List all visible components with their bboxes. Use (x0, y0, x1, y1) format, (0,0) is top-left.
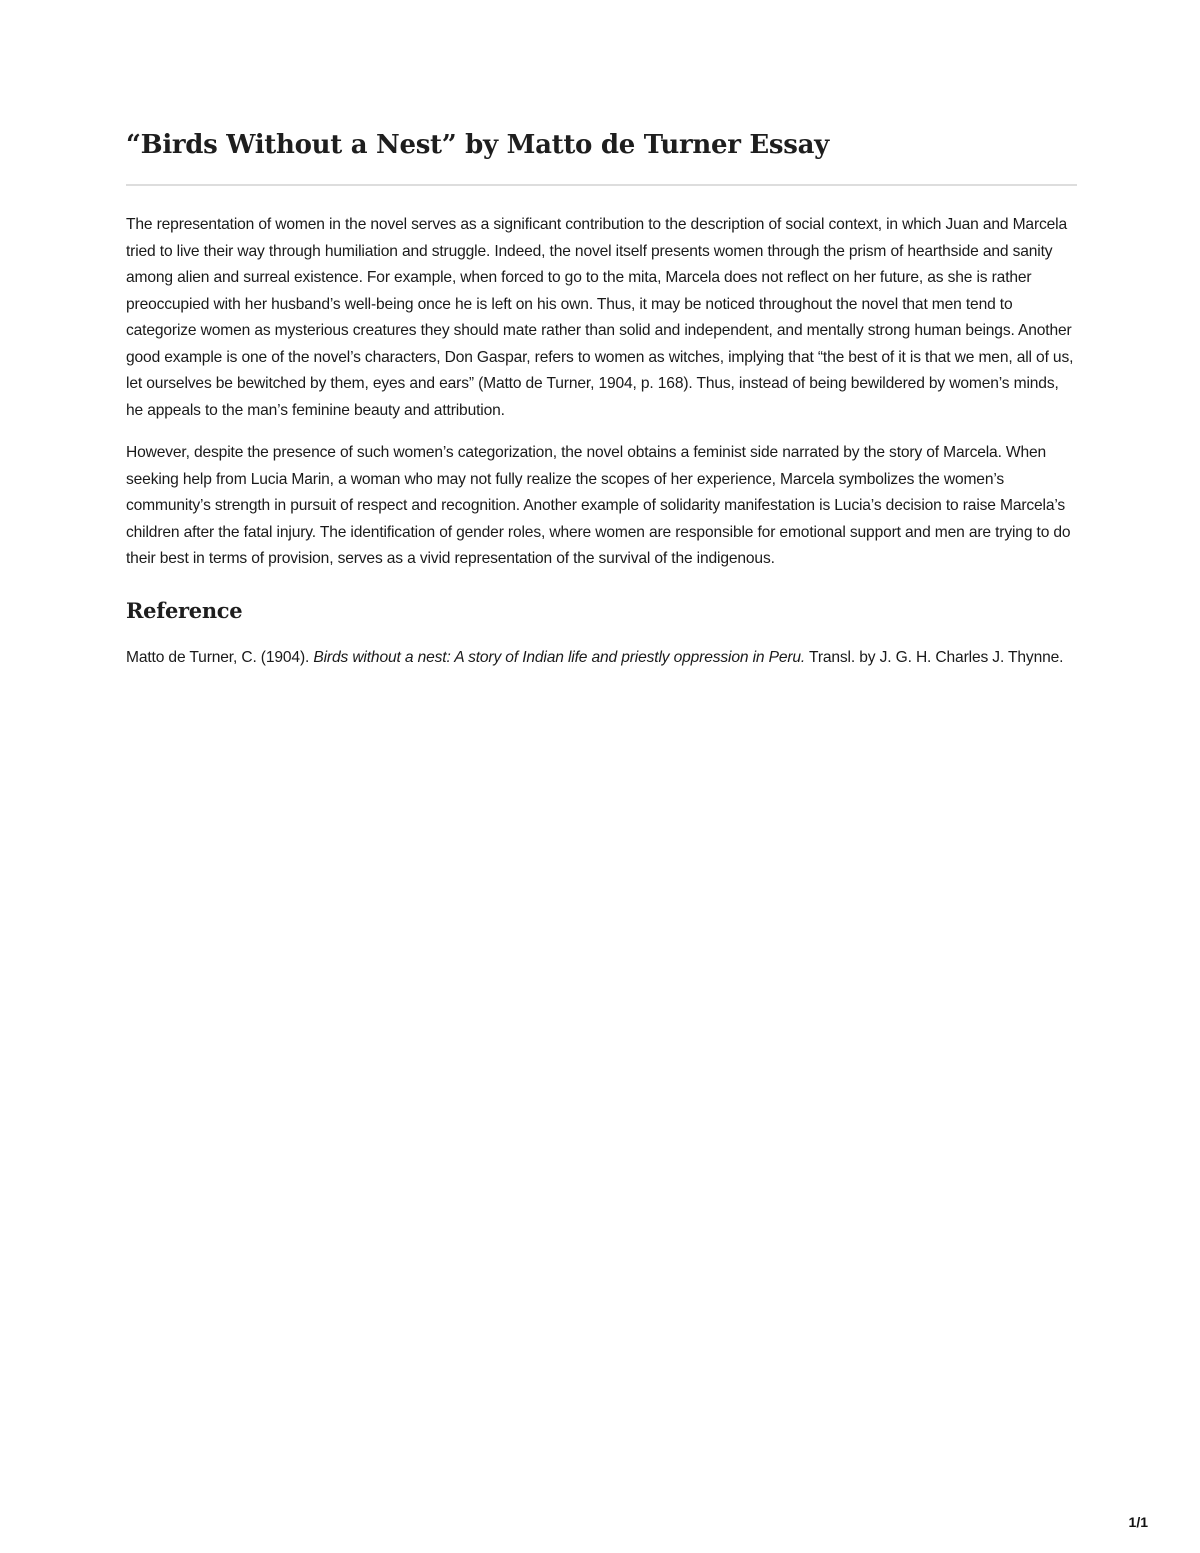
document-page (126, 120, 1077, 671)
body-paragraph-1: The representation of women in the novel serves as a significant contribution to the description of social context, in which Juan and Marcela tried to live their way through humiliation and struggle. Indeed, the novel itself presents women through the prism of hearthside and sanity among alien and surreal existence. For example, when forced to go to the mita, Marcela does not reflect on her future, as she is rather preoccupied with her husband’s well-being once he is left on his own. Thus, it may be noticed throughout the novel that men tend to categorize women as mysterious creatures they should mate rather than solid and independent, and mentally strong human beings. Another good example is one of the novel’s characters, Don Gaspar, refers to women as witches, implying that “the best of it is that we men, all of us, let ourselves be bewitched by them, eyes and ears” (Matto de Turner, 1904, p. 168). Thus, instead of being bewildered by women’s minds, he appeals to the man’s feminine beauty and attribution. (126, 216, 1074, 419)
page-number: 1/1 (1128, 1514, 1148, 1530)
title-divider (126, 184, 1077, 186)
reference-heading: Reference (126, 597, 243, 623)
reference-author-year: Matto de Turner, C. (1904). (126, 648, 310, 666)
document-title: “Birds Without a Nest” by Matto de Turner Essay (126, 130, 829, 160)
reference-entry (126, 645, 1077, 672)
reference-book-title: Birds without a nest: A story of Indian life and priestly oppression in Peru. (313, 648, 806, 666)
body-paragraph-2: However, despite the presence of such women’s categorization, the novel obtains a feminist side narrated by the story of Marcela. When seeking help from Lucia Marin, a woman who may not fully realize the scopes of her experience, Marcela symbolizes the women’s community’s strength in pursuit of respect and recognition. Another example of solidarity manifestation is Lucia’s decision to raise Marcela’s children after the fatal injury. The identification of gender roles, where women are responsible for emotional support and men are trying to do their best in terms of provision, serves as a vivid representation of the survival of the indigenous. (126, 444, 1071, 567)
reference-translator: Transl. by J. G. H. Charles J. Thynne. (809, 648, 1064, 666)
